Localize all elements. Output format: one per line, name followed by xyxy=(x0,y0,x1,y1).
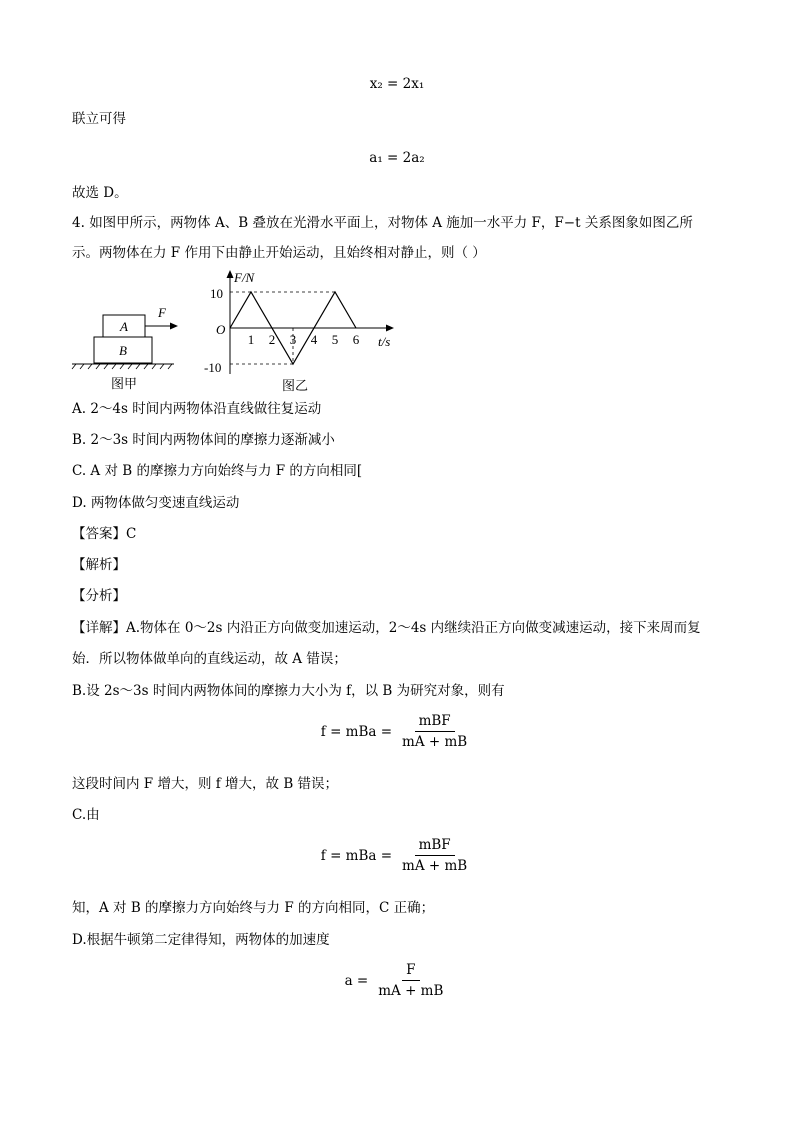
equation-x2 xyxy=(0,74,794,94)
formula-f-1-num: mBF xyxy=(415,713,455,732)
question-stem-text1: 如图甲所示，两物体 A、B 叠放在光滑水平面上，对物体 A 施加一水平力 F，F−t 关系图象如图乙所 xyxy=(89,215,693,231)
block-b-label: B xyxy=(119,343,127,358)
formula-f-2-frac xyxy=(398,837,471,874)
x-axis-arrow xyxy=(386,325,394,332)
block-a-label: A xyxy=(120,319,128,334)
formula-f-2-den: mA + mB xyxy=(402,858,468,874)
detail-tag: 【详解】 xyxy=(72,620,126,636)
detail-line7: D.根据牛顿第二定律得知，两物体的加速度 xyxy=(72,932,330,948)
question-stem-line1 xyxy=(72,213,693,233)
detail-line5: C.由 xyxy=(72,807,100,823)
formula-f-2 xyxy=(0,837,794,874)
formula-f-1 xyxy=(0,713,794,750)
y-tick-neg10: -10 xyxy=(204,360,222,375)
y-axis-label: F/N xyxy=(234,270,255,285)
formula-f-2-num: mBF xyxy=(415,837,455,856)
formula-f-2-lhs: f = mBa = xyxy=(320,847,393,864)
question-stem-line2: 示。两物体在力 F 作用下由静止开始运动，且始终相对静止，则（ ） xyxy=(72,245,486,261)
text-lianli: 联立可得 xyxy=(72,111,126,127)
option-b: B. 2～3s 时间内两物体间的摩擦力逐渐减小 xyxy=(72,432,335,448)
detail-line3: B.设 2s～3s 时间内两物体间的摩擦力大小为 f，以 B 为研究对象，则有 xyxy=(72,683,505,699)
formula-a-frac xyxy=(374,962,447,999)
option-a: A. 2～4s 时间内两物体沿直线做往复运动 xyxy=(72,401,322,417)
formula-a-num: F xyxy=(402,962,419,981)
x-tick-label-5: 5 xyxy=(331,332,339,347)
figure-jia xyxy=(66,298,186,392)
detail-line1-text: A.物体在 0～2s 内沿正方向做变加速运动，2～4s 内继续沿正方向做变减速运动，接下来周而复 xyxy=(126,620,701,636)
x-tick-label-3: 3 xyxy=(289,332,297,347)
analysis-tag: 【解析】 xyxy=(72,557,126,573)
question-number: 4. xyxy=(72,215,85,231)
formula-a-den: mA + mB xyxy=(378,983,444,999)
formula-a-lhs: a = xyxy=(344,972,369,989)
figure-jia-caption: 图甲 xyxy=(110,376,138,391)
detail-line2: 始．所以物体做单向的直线运动，故 A 错误； xyxy=(72,651,347,667)
ground-hatch xyxy=(72,364,172,369)
x-tick-label-1: 1 xyxy=(247,332,255,347)
x-tick-label-2: 2 xyxy=(268,332,276,347)
answer-line xyxy=(72,524,136,544)
text-guxuan: 故选 D。 xyxy=(72,185,128,201)
option-d: D. 两物体做匀变速直线运动 xyxy=(72,495,240,511)
x-tick-label-6: 6 xyxy=(352,332,360,347)
fenxi-tag: 【分析】 xyxy=(72,588,126,604)
detail-line4: 这段时间内 F 增大，则 f 增大，故 B 错误； xyxy=(72,776,339,792)
y-tick-10: 10 xyxy=(210,286,223,301)
figure-yi-chart xyxy=(200,266,410,394)
figure-yi-caption: 图乙 xyxy=(281,378,309,393)
formula-f-1-frac xyxy=(398,713,471,750)
answer-value: C xyxy=(126,526,137,542)
origin-label: O xyxy=(216,322,226,337)
equation-x2-text: x₂ = 2x₁ xyxy=(369,76,425,92)
detail-line1 xyxy=(72,618,701,638)
force-label: F xyxy=(158,305,166,320)
formula-f-1-den: mA + mB xyxy=(402,734,468,750)
x-tick-label-4: 4 xyxy=(310,332,318,347)
equation-a1-text: a₁ = 2a₂ xyxy=(369,150,425,166)
answer-tag: 【答案】 xyxy=(72,526,126,542)
detail-line6: 知，A 对 B 的摩擦力方向始终与力 F 的方向相同，C 正确； xyxy=(72,900,435,916)
formula-f-1-lhs: f = mBa = xyxy=(320,723,393,740)
option-c: C. A 对 B 的摩擦力方向始终与力 F 的方向相同[ xyxy=(72,463,363,479)
force-arrow-head xyxy=(170,323,178,330)
equation-a1 xyxy=(0,148,794,168)
formula-a xyxy=(0,962,794,999)
y-axis-arrow xyxy=(227,270,234,278)
x-axis-label: t/s xyxy=(378,334,391,349)
